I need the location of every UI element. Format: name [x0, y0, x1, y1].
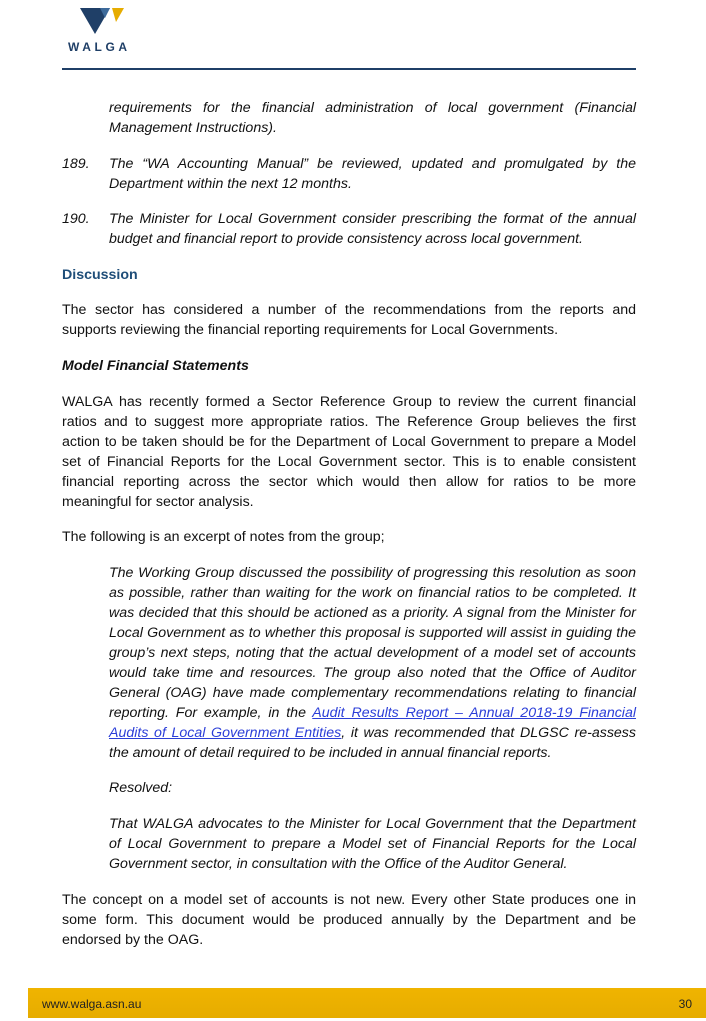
item-text: The “WA Accounting Manual” be reviewed, updated and promulgated by the Department within the next 12 months.	[109, 155, 636, 192]
paragraph: The sector has considered a number of the recommendations from the reports and supports reviewing the financial reporting requirements for Local Governments.	[62, 302, 636, 339]
header-rule	[62, 68, 636, 70]
document-body	[62, 98, 636, 950]
item-number: 190.	[62, 211, 90, 228]
footer-bar	[28, 988, 706, 1018]
quote-text: The Working Group discussed the possibility of progressing this resolution as soon as possible, rather than waiting for the work on financial ratios to be completed. It was decided that this should be actioned as a priority. A signal from the Minister for Local Government as to whether this proposal is supported will assist in guiding the group’s next steps, noting that the actual development of a model set of accounts would take time and resources. The group also noted that the Office of Auditor General (OAG) have made complementary recommendations relating to financial reporting. For example, in the	[109, 564, 636, 721]
subheading: Model Financial Statements	[62, 357, 249, 374]
quoted-notes	[62, 563, 636, 763]
paragraph: WALGA has recently formed a Sector Reference Group to review the current financial ratios and to suggest more appropriate ratios. The Reference Group believes the first action to be taken should be for the Department of Local Government to prepare a Model set of Financial Reports for the Local Government sector. This is to enable consistent financial reporting across the sector which would then allow for ratios to be more meaningful for sector analysis.	[62, 393, 636, 510]
recommendation-189	[62, 154, 636, 194]
paragraph: The concept on a model set of accounts is not new. Every other State produces one in some form. This document would be produced annually by the Department and be endorsed by the OAG.	[62, 891, 636, 948]
resolved-label: Resolved:	[109, 780, 173, 797]
paragraph: The following is an excerpt of notes from the group;	[62, 529, 385, 546]
item-text: The Minister for Local Government consider prescribing the format of the annual budget and financial report to provide consistency across local government.	[109, 211, 636, 248]
page-number: 30	[678, 997, 692, 1011]
resolution-text: That WALGA advocates to the Minister for Local Government that the Department of Local Government to prepare a Model set of Financial Reports for the Local Government sector, in consultation with the Office of the Auditor General.	[109, 815, 636, 872]
recommendation-190	[62, 209, 636, 249]
quote-text: , it was recommended that DLGSC re-assess the amount of detail required to be included in annual financial reports.	[109, 724, 636, 761]
audit-report-link[interactable]: Audit Results Report – Annual 2018-19 Financial Audits of Local Government Entities	[109, 704, 636, 741]
footer-url: www.walga.asn.au	[42, 997, 142, 1011]
item-number: 189.	[62, 155, 90, 172]
discussion-heading: Discussion	[62, 266, 138, 283]
logo-text: WALGA	[68, 40, 131, 54]
continued-item-text: requirements for the financial administration of local government (Financial Management Instructions).	[109, 100, 636, 136]
